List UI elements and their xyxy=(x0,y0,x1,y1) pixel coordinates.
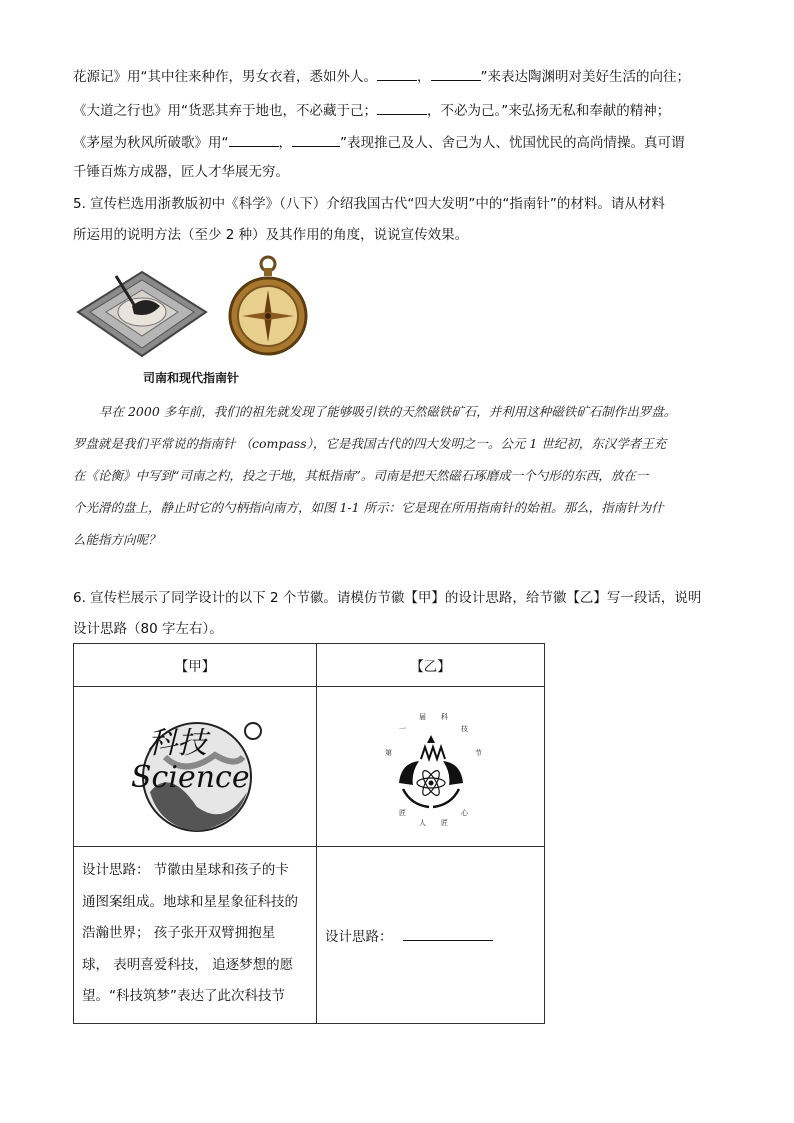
ring-char: 技 xyxy=(460,724,468,733)
passage-text: ， xyxy=(417,69,431,85)
q6-prompt-line-1: 6. 宣传栏展示了同学设计的以下 2 个节徽。请模仿节徽【甲】的设计思路，给节徽【乙】写一段话，说明 xyxy=(73,590,702,606)
ring-char: 节 xyxy=(474,748,482,757)
emblem-jia-word: Science xyxy=(131,759,250,795)
passage-text: 花源记》用“其中往来种作，男女衣着，悉如外人。 xyxy=(73,69,377,85)
emblem-yi-image xyxy=(361,697,501,837)
ring-char: 一 xyxy=(398,724,406,733)
answer-blank[interactable] xyxy=(377,66,417,81)
description-line: 望。“科技筑梦”表达了此次科技节 xyxy=(82,988,285,1004)
emblem-jia-image xyxy=(125,697,265,837)
q6-prompt-line-2: 设计思路（80 字左右）。 xyxy=(73,621,223,637)
q5-prompt-line-2: 所运用的说明方法（至少 2 种）及其作用的角度，说说宣传效果。 xyxy=(73,227,469,243)
emblem-jia-cell xyxy=(74,687,317,847)
ring-char: 科 xyxy=(440,712,448,721)
passage-line-3 xyxy=(73,132,685,153)
description-label: 设计思路： xyxy=(325,929,393,945)
answer-blank[interactable] xyxy=(431,66,481,81)
quote-line: 么能指方向呢？ xyxy=(73,532,161,547)
ring-char: 匠 xyxy=(398,808,406,817)
emblem-jia-description xyxy=(74,847,317,1024)
description-line: 通图案组成。地球和星星象征科技的 xyxy=(82,893,298,910)
passage-text: ”表现推己及人、舍己为人、忧国忧民的高尚情操。真可谓 xyxy=(340,135,685,151)
description-line: 设计思路： 节徽由星球和孩子的卡 xyxy=(82,862,289,878)
ring-char: 届 xyxy=(418,712,426,721)
passage-text: 《茅屋为秋风所破歌》用“ xyxy=(73,135,229,151)
answer-blank[interactable] xyxy=(403,926,493,941)
image-caption: 司南和现代指南针 xyxy=(143,371,240,385)
header-jia: 【甲】 xyxy=(74,644,317,687)
header-yi: 【乙】 xyxy=(317,644,545,687)
answer-blank[interactable] xyxy=(292,132,340,147)
quote-line: 个光滑的盘上，静止时它的勺柄指向南方，如图 1-1 所示：它是现在所用指南针的始祖。那么，指南针为什 xyxy=(73,500,664,515)
ring-char: 人 xyxy=(418,818,426,827)
passage-text: ，不必为己。”来弘扬无私和奉献的精神； xyxy=(427,103,671,119)
ring-char: 心 xyxy=(460,808,468,817)
pocket-compass-image xyxy=(226,254,310,358)
answer-blank[interactable] xyxy=(377,100,427,115)
emblem-table xyxy=(73,643,545,1024)
sinan-image xyxy=(76,270,208,358)
quote-line: 早在 2000 多年前，我们的祖先就发现了能够吸引铁的天然磁铁矿石，并利用这种磁铁矿石制作出罗盘。 xyxy=(99,404,677,419)
passage-text: ， xyxy=(278,135,292,151)
quote-line: 罗盘就是我们平常说的指南针 （compass），它是我国古代的四大发明之一。公元 1 世纪初，东汉学者王充 xyxy=(73,436,667,451)
answer-blank[interactable] xyxy=(229,132,279,147)
emblem-yi-description xyxy=(317,847,545,1024)
quote-line: 在《论衡》中写到“司南之杓，投之于地，其柢指南”。司南是把天然磁石琢磨成一个勺形的东西，放在一 xyxy=(73,468,649,483)
passage-text: 《大道之行也》用“货恶其弃于地也，不必藏于己； xyxy=(73,103,377,119)
ring-char: 第 xyxy=(384,748,392,757)
passage-line-1 xyxy=(73,66,690,87)
passage-line-2 xyxy=(73,100,670,121)
passage-text: ”来表达陶渊明对美好生活的向往； xyxy=(480,69,690,85)
description-line: 浩瀚世界； 孩子张开双臂拥抱星 xyxy=(82,925,276,941)
ring-char: 匠 xyxy=(440,818,448,827)
passage-line-4: 千锤百炼方成器，匠人才华展无穷。 xyxy=(73,164,289,180)
emblem-yi-cell xyxy=(317,687,545,847)
q5-prompt-line-1: 5. 宣传栏选用浙教版初中《科学》（八下）介绍我国古代“四大发明”中的“指南针”的材料。请从材料 xyxy=(73,196,665,212)
emblem-jia-text: 科技 xyxy=(147,725,207,761)
textbook-quote xyxy=(73,396,723,556)
description-line: 球， 表明喜爱科技， 追逐梦想的愿 xyxy=(82,956,294,973)
